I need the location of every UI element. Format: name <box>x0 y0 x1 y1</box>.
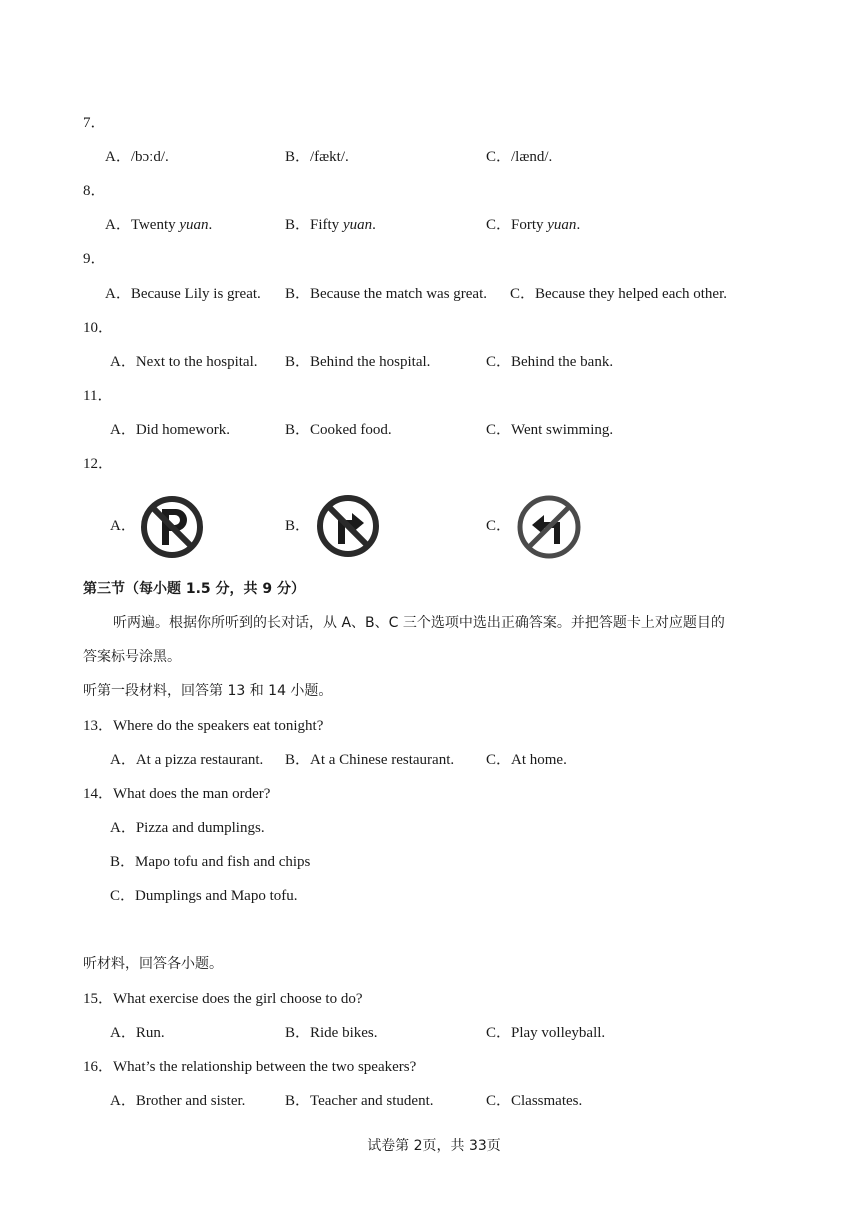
question-number: 11． <box>83 388 113 404</box>
option-b: B．Behind the hospital. <box>285 354 431 370</box>
option-c: C．/lænd/. <box>486 149 553 165</box>
material-prompt: 听第一段材料，回答第 13 和 14 小题。 <box>83 683 333 699</box>
option-b: B．Fifty yuan. <box>285 217 376 233</box>
option-b: B．Cooked food. <box>285 422 392 438</box>
option-b: B．Because the match was great. <box>285 286 488 302</box>
question-number: 12． <box>83 456 114 472</box>
question-number: 10． <box>83 320 114 336</box>
option-c: C．At home. <box>486 752 567 768</box>
option-b: B．At a Chinese restaurant. <box>285 752 455 768</box>
question-14: 14．What does the man order? <box>83 786 271 802</box>
option-b: B．/fækt/. <box>285 149 349 165</box>
option-c: C．Forty yuan. <box>486 217 581 233</box>
no-left-turn-sign-icon <box>516 494 582 560</box>
option-c: C．Behind the bank. <box>486 354 614 370</box>
option-b: B．Teacher and student. <box>285 1093 434 1109</box>
option-a: A．Run. <box>110 1025 165 1041</box>
question-13: 13．Where do the speakers eat tonight? <box>83 718 324 734</box>
option-a: A．Pizza and dumplings. <box>110 820 265 836</box>
material-prompt: 听材料，回答各小题。 <box>83 956 223 972</box>
option-a: A．Because Lily is great. <box>105 286 261 302</box>
option-a: A．Twenty yuan. <box>105 217 213 233</box>
option-a: A．Brother and sister. <box>110 1093 246 1109</box>
option-b: B．Mapo tofu and fish and chips <box>110 854 311 870</box>
option-b: B．Ride bikes. <box>285 1025 378 1041</box>
page-footer: 试卷第 2页，共 33页 <box>367 1138 501 1154</box>
no-parking-sign-icon <box>140 495 204 559</box>
option-a: A．Next to the hospital. <box>110 354 258 370</box>
option-c: C．Dumplings and Mapo tofu. <box>110 888 298 904</box>
option-b: B． <box>285 518 311 534</box>
option-c: C．Went swimming. <box>486 422 614 438</box>
option-a: A．/bɔːd/. <box>105 149 169 165</box>
section-instruction: 听两遍。根据你所听到的长对话，从 A、B、C 三个选项中选出正确答案。并把答题卡上对应题目的 <box>113 615 725 631</box>
option-a: A．At a pizza restaurant. <box>110 752 264 768</box>
question-number: 8． <box>83 183 106 199</box>
option-c: C．Classmates. <box>486 1093 583 1109</box>
option-a: A．Did homework. <box>110 422 230 438</box>
option-a: A． <box>110 518 136 534</box>
option-c: C．Because they helped each other. <box>510 286 728 302</box>
no-right-turn-sign-icon <box>316 494 380 558</box>
question-15: 15．What exercise does the girl choose to do? <box>83 991 363 1007</box>
section-title: 第三节（每小题 1.5 分，共 9 分） <box>83 581 306 597</box>
option-c: C．Play volleyball. <box>486 1025 606 1041</box>
question-16: 16．What’s the relationship between the two speakers? <box>83 1059 417 1075</box>
section-instruction-cont: 答案标号涂黑。 <box>83 649 181 665</box>
option-c: C． <box>486 518 512 534</box>
question-number: 9． <box>83 251 106 267</box>
question-number: 7． <box>83 115 106 131</box>
